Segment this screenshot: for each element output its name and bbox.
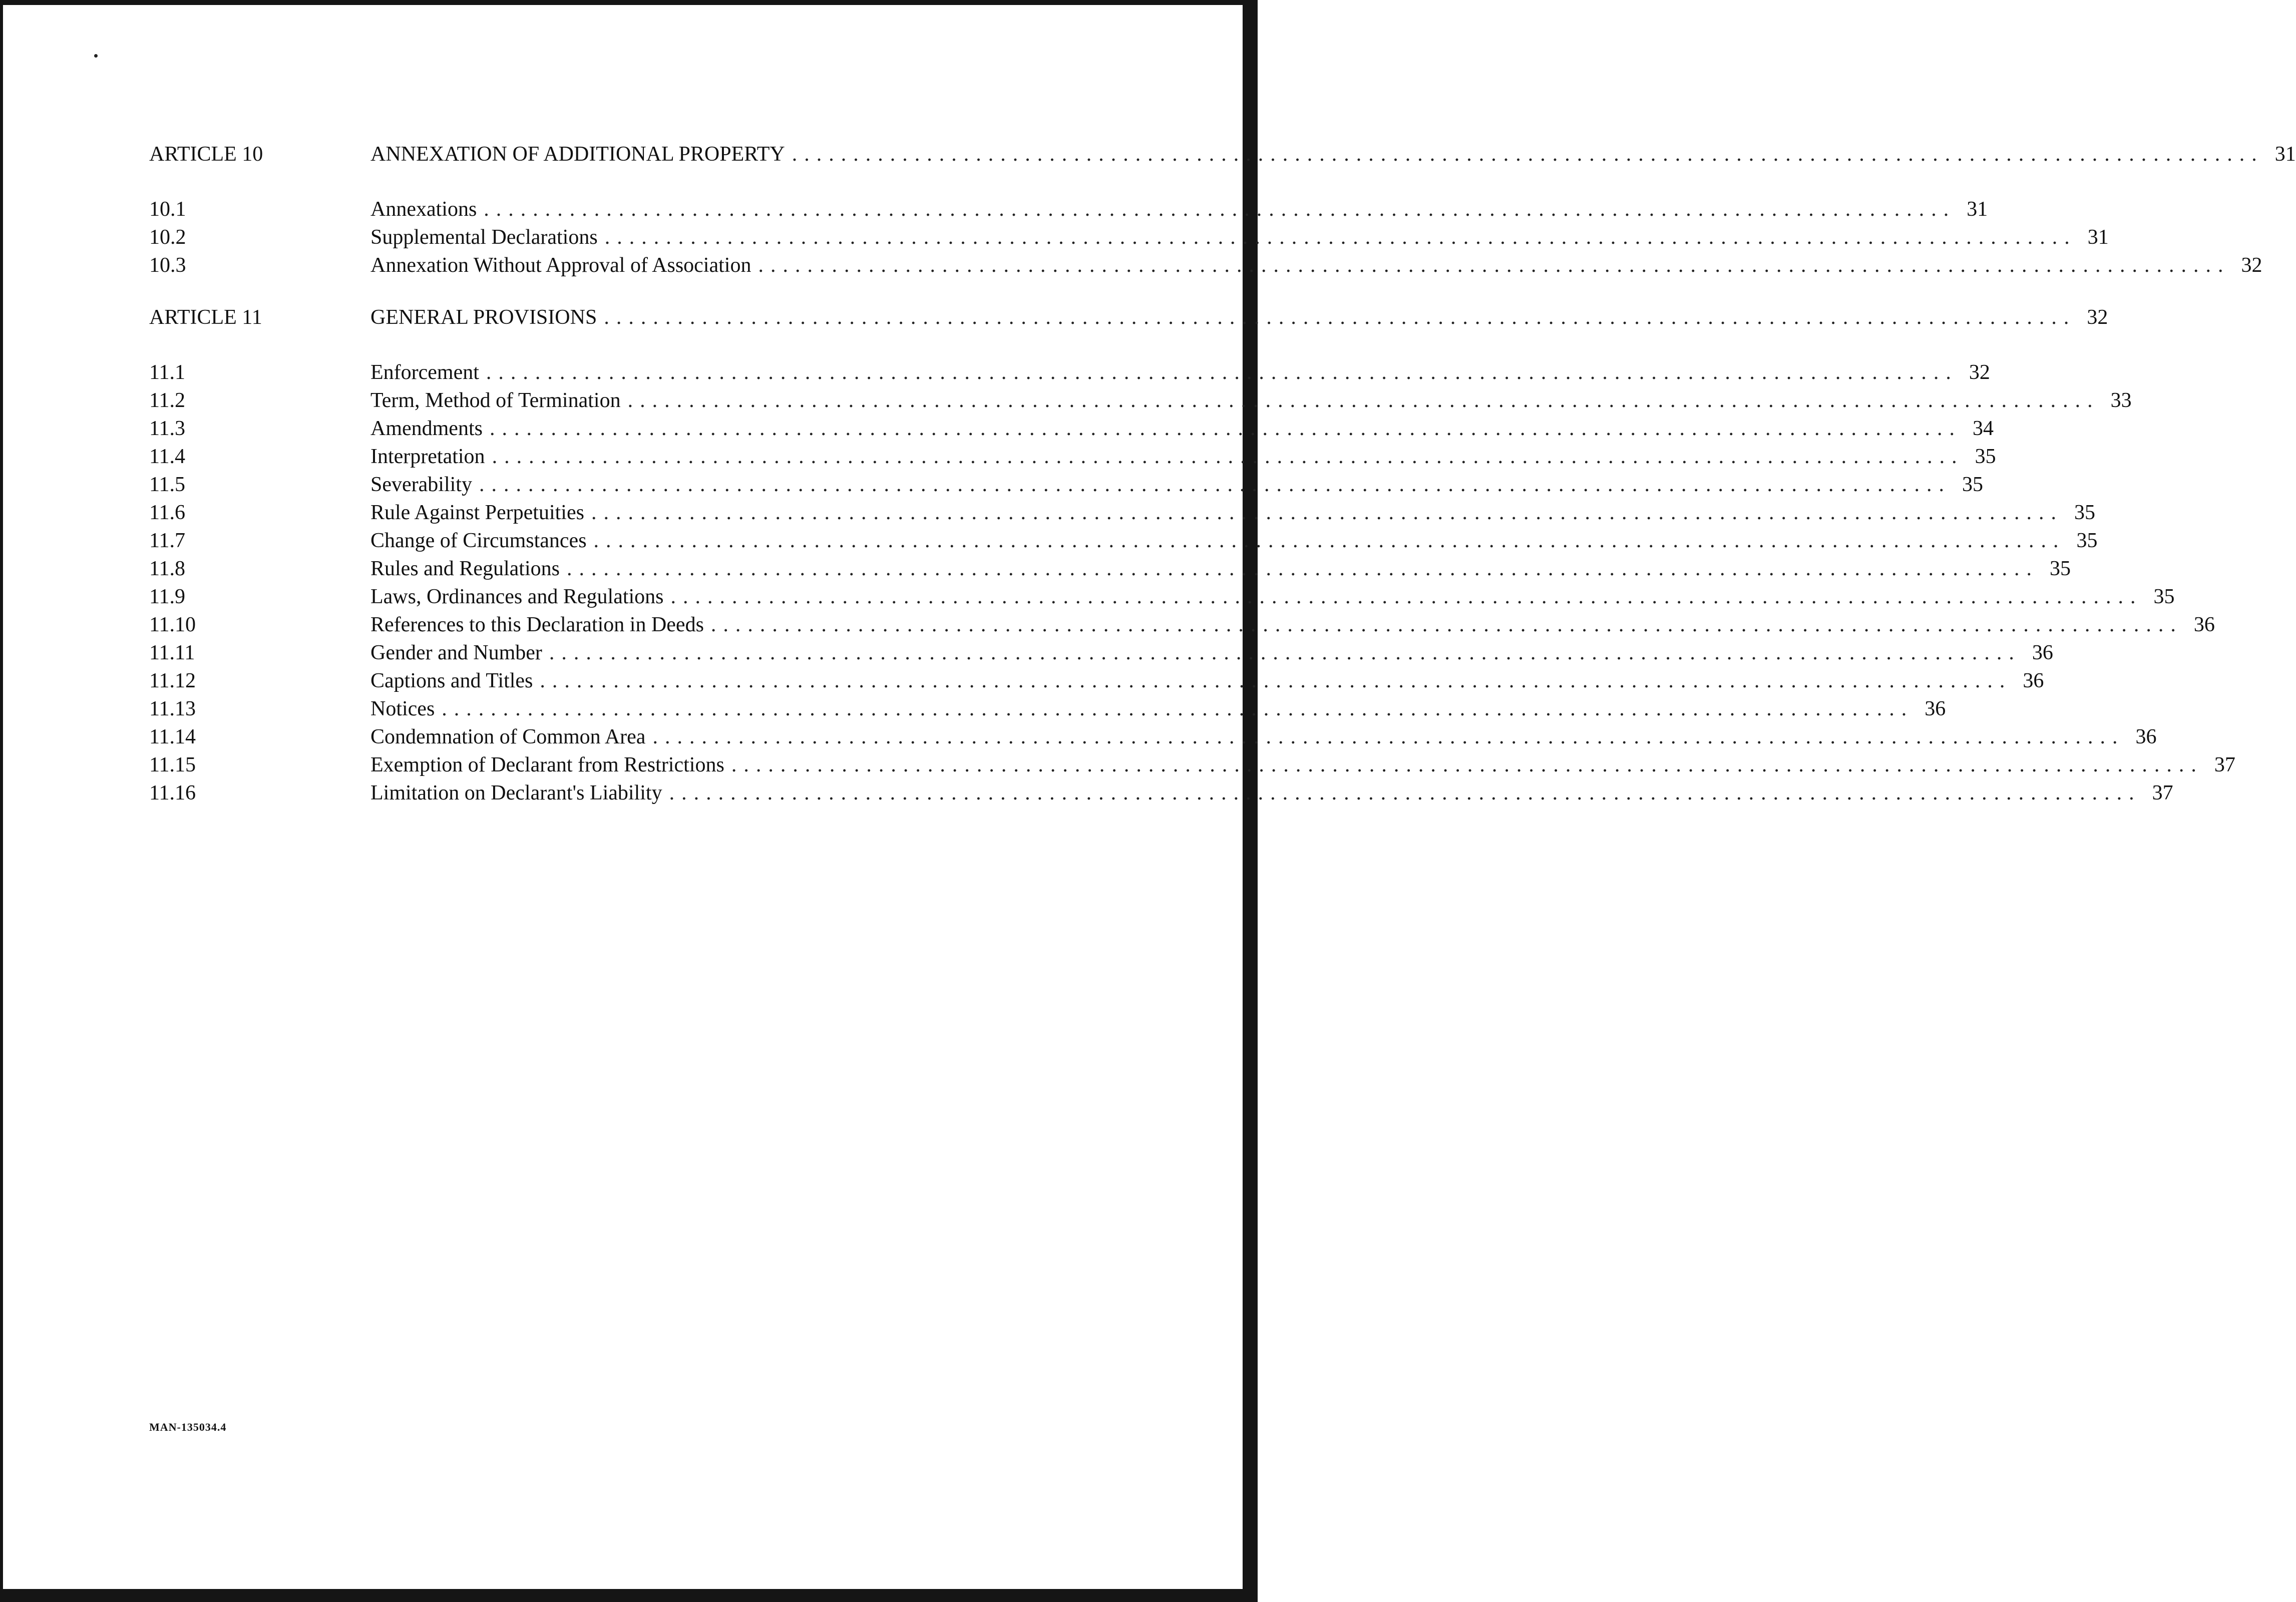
toc-section-row <box>149 695 1946 723</box>
toc-page-number: 31 <box>1967 198 1988 221</box>
toc-number: 11.6 <box>149 501 185 524</box>
toc-title: ANNEXATION OF ADDITIONAL PROPERTY <box>370 143 785 166</box>
toc-title: Supplemental Declarations <box>370 226 598 249</box>
toc-title: Enforcement <box>370 361 479 384</box>
toc-page-number: 35 <box>1975 445 1996 468</box>
toc-page-number: 36 <box>2135 725 2157 748</box>
toc-title: Rules and Regulations <box>370 557 560 580</box>
toc-section-row <box>149 471 1983 499</box>
toc-section-row <box>149 611 2215 639</box>
toc-number: 11.5 <box>149 473 185 496</box>
toc-page-number: 35 <box>2049 557 2071 580</box>
toc-number: ARTICLE 11 <box>149 306 262 329</box>
toc-section-row <box>149 583 2175 611</box>
toc-dot-leader: ........................................................................................................................ <box>627 389 2100 412</box>
toc-section-row <box>149 443 1996 471</box>
toc-page-number: 35 <box>2153 585 2175 608</box>
toc-section-row <box>149 667 2044 695</box>
toc-section-row <box>149 223 2109 251</box>
toc-page-number: 32 <box>2241 254 2262 277</box>
toc-dot-leader: ........................................................................................................................ <box>604 226 2077 249</box>
toc-section-row <box>149 527 2098 555</box>
toc-dot-leader: ........................................................................................................................ <box>484 198 1956 221</box>
toc-title: References to this Declaration in Deeds <box>370 613 704 636</box>
toc-number: 11.12 <box>149 669 196 692</box>
toc-title: Severability <box>370 473 472 496</box>
toc-dot-leader: ........................................................................................................................ <box>670 585 2143 608</box>
toc-section-row <box>149 751 2235 779</box>
toc-title: Laws, Ordinances and Regulations <box>370 585 664 608</box>
toc-dot-leader: ........................................................................................................................ <box>731 753 2203 776</box>
toc-title: GENERAL PROVISIONS <box>370 306 597 329</box>
toc-dot-leader: ........................................................................................................................ <box>479 473 1951 496</box>
toc-dot-leader: ........................................................................................................................ <box>758 254 2230 277</box>
toc-dot-leader: ........................................................................................................................ <box>492 445 1964 468</box>
toc-article-row <box>149 303 2108 334</box>
toc-title: Annexation Without Approval of Association <box>370 254 751 277</box>
toc-title: Exemption of Declarant from Restrictions <box>370 753 724 776</box>
toc-number: 10.1 <box>149 198 186 221</box>
toc-title: Captions and Titles <box>370 669 533 692</box>
toc-number: 11.16 <box>149 781 196 805</box>
toc-number: ARTICLE 10 <box>149 143 263 166</box>
toc-title: Condemnation of Common Area <box>370 725 646 748</box>
toc-title: Amendments <box>370 417 483 440</box>
toc-dot-leader: ........................................................................................................................ <box>566 557 2039 580</box>
toc-title: Annexations <box>370 198 477 221</box>
toc-article-row <box>149 140 2296 171</box>
toc-number: 11.2 <box>149 389 185 412</box>
toc-number: 11.1 <box>149 361 185 384</box>
toc-dot-leader: ........................................................................................................................ <box>486 361 1958 384</box>
toc-dot-leader: ........................................................................................................................ <box>593 529 2066 552</box>
toc-dot-leader: ........................................................................................................................ <box>669 781 2141 805</box>
toc-page-number: 31 <box>2087 226 2109 249</box>
toc-title: Interpretation <box>370 445 485 468</box>
toc-section-row <box>149 723 2157 751</box>
toc-section-row <box>149 415 1994 443</box>
toc-page-number: 34 <box>1972 417 1994 440</box>
scan-speck <box>94 54 98 58</box>
toc-section-row <box>149 779 2173 807</box>
table-of-contents <box>149 140 2296 807</box>
toc-title: Change of Circumstances <box>370 529 587 552</box>
toc-page-number: 35 <box>1962 473 1983 496</box>
toc-dot-leader: ........................................................................................................................ <box>604 306 2076 329</box>
toc-page-number: 35 <box>2076 529 2098 552</box>
toc-dot-leader: ........................................................................................................................ <box>540 669 2012 692</box>
toc-section-row <box>149 358 1990 386</box>
toc-dot-leader: ........................................................................................................................ <box>652 725 2125 748</box>
toc-number: 11.3 <box>149 417 185 440</box>
toc-dot-leader: ........................................................................................................................ <box>549 641 2021 664</box>
toc-page-number: 36 <box>2023 669 2044 692</box>
toc-page-number: 37 <box>2152 781 2173 805</box>
toc-section-row <box>149 386 2132 415</box>
toc-section-row <box>149 555 2071 583</box>
toc-number: 10.3 <box>149 254 186 277</box>
document-code: MAN-135034.4 <box>149 1421 227 1433</box>
toc-page-number: 32 <box>2087 306 2108 329</box>
toc-dot-leader: ........................................................................................................................ <box>489 417 1962 440</box>
toc-number: 11.10 <box>149 613 196 636</box>
toc-page-number: 36 <box>2193 613 2215 636</box>
toc-title: Limitation on Declarant's Liability <box>370 781 662 805</box>
toc-title: Notices <box>370 697 435 720</box>
toc-dot-leader: ........................................................................................................................ <box>442 697 1914 720</box>
toc-section-row <box>149 499 2095 527</box>
toc-number: 11.9 <box>149 585 185 608</box>
toc-dot-leader: ........................................................................................................................ <box>710 613 2183 636</box>
toc-title: Term, Method of Termination <box>370 389 621 412</box>
toc-page-number: 36 <box>2032 641 2053 664</box>
toc-title: Gender and Number <box>370 641 542 664</box>
toc-page-number: 31 <box>2274 143 2296 166</box>
toc-section-row <box>149 639 2053 667</box>
toc-dot-leader: ........................................................................................................................ <box>591 501 2063 524</box>
toc-number: 11.11 <box>149 641 195 664</box>
toc-number: 11.13 <box>149 697 196 720</box>
toc-page-number: 33 <box>2110 389 2132 412</box>
toc-number: 11.7 <box>149 529 185 552</box>
toc-number: 11.14 <box>149 725 196 748</box>
toc-dot-leader: ........................................................................................................................ <box>792 143 2264 166</box>
toc-number: 11.15 <box>149 753 196 776</box>
toc-section-row <box>149 195 1988 223</box>
toc-section-row <box>149 251 2262 279</box>
toc-page-number: 35 <box>2074 501 2095 524</box>
toc-page-number: 36 <box>1925 697 1946 720</box>
toc-number: 10.2 <box>149 226 186 249</box>
toc-title: Rule Against Perpetuities <box>370 501 584 524</box>
toc-page-number: 32 <box>1969 361 1990 384</box>
toc-page-number: 37 <box>2214 753 2235 776</box>
toc-number: 11.8 <box>149 557 185 580</box>
toc-number: 11.4 <box>149 445 185 468</box>
